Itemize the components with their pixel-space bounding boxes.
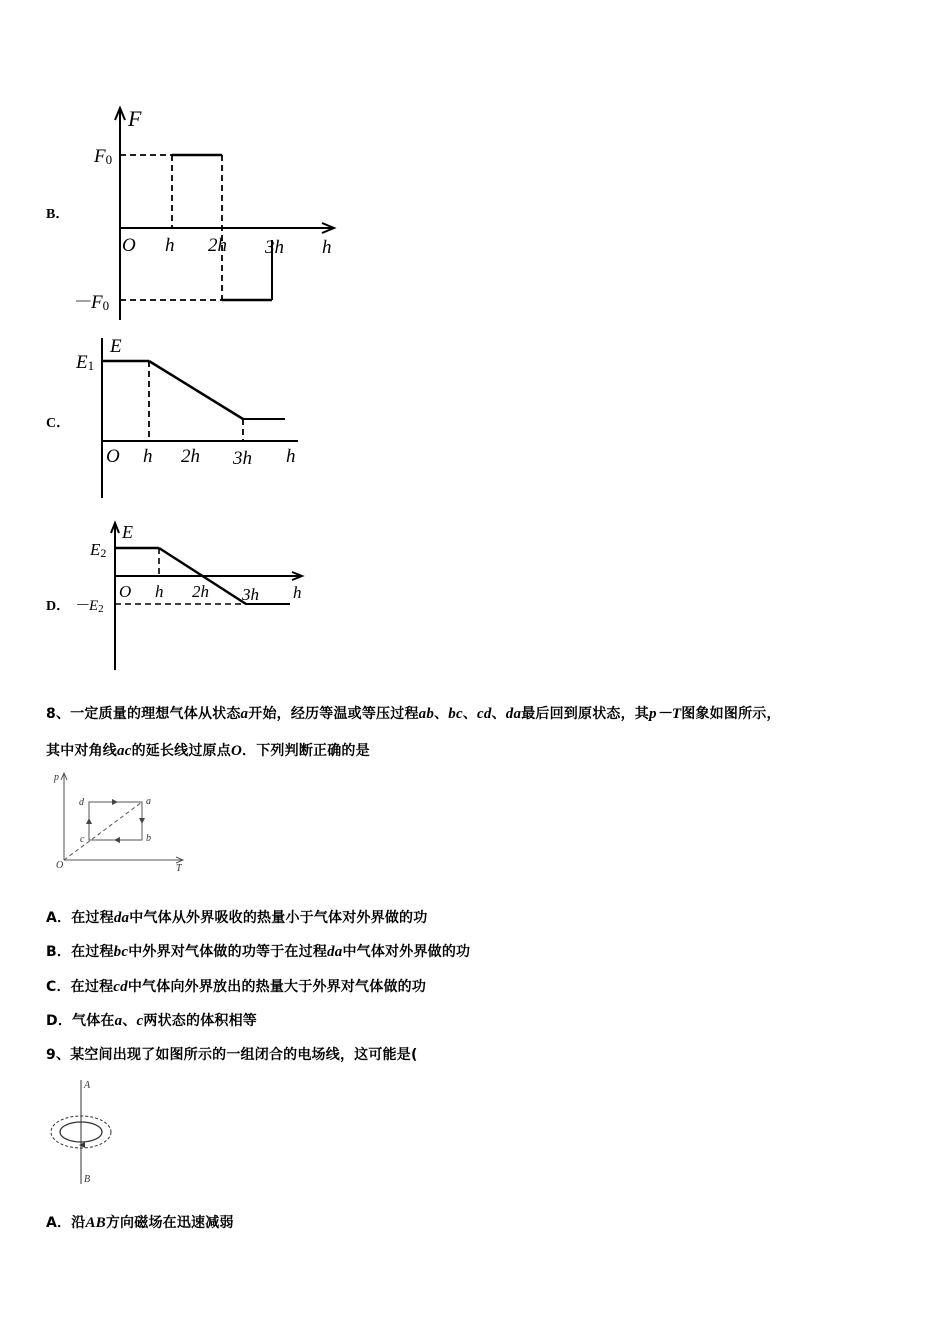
point-a-label: A — [84, 1080, 91, 1091]
q9-stem: 9、某空间出现了如图所示的一组闭合的电场线，这可能是( — [46, 1047, 418, 1063]
pt-d-label: d — [79, 797, 84, 808]
field-lines-diagram — [44, 1074, 124, 1189]
q8-option-b: B．在过程bc中外界对气体做的功等于在过程da中气体对外界做的功 — [46, 944, 471, 960]
graph-b-neg-f0-label: －F0 — [72, 292, 110, 313]
graph-b-tick-2h: 2h — [208, 235, 227, 256]
graph-b-f0-label: F0 — [94, 146, 113, 167]
pt-t-label: T — [176, 863, 182, 874]
graph-c — [70, 330, 320, 502]
graph-b-y-label: F — [128, 106, 142, 131]
graph-b-tick-3h: 3h — [265, 237, 284, 258]
graph-b-tick-h: h — [165, 235, 175, 256]
graph-b — [60, 100, 360, 325]
graph-b-origin: O — [122, 235, 136, 256]
graph-c-tick-h: h — [143, 446, 153, 467]
graph-d-neg-e2-label: －E2 — [74, 598, 104, 615]
graph-d-tick-3h: 3h — [242, 585, 259, 604]
pt-diagonal — [64, 802, 142, 860]
graph-d-tick-h: h — [155, 582, 164, 601]
graph-c-origin: O — [106, 446, 120, 467]
graph-b-x-label: h — [322, 237, 332, 258]
pt-c-label: c — [80, 834, 85, 845]
pt-o-label: O — [56, 860, 64, 871]
graph-c-y-label: E — [110, 336, 122, 357]
q8-option-d: D．气体在a、c两状态的体积相等 — [46, 1013, 257, 1029]
graph-d-y-label: E — [122, 522, 133, 542]
graph-d-origin: O — [119, 582, 132, 601]
q8-stem-line2: 其中对角线ac的延长线过原点O．下列判断正确的是 — [46, 743, 370, 759]
option-c-label: C． — [46, 416, 71, 431]
pt-b-label: b — [146, 833, 151, 844]
graph-d-x-label: h — [293, 583, 302, 602]
graph-c-slope-segment — [149, 361, 243, 419]
graph-d-tick-2h: 2h — [192, 582, 209, 601]
q8-option-c: C．在过程cd中气体向外界放出的热量大于外界对气体做的功 — [46, 979, 427, 995]
graph-c-tick-2h: 2h — [181, 446, 200, 467]
graph-c-x-label: h — [286, 446, 296, 467]
graph-d-e2-label: E2 — [90, 540, 107, 560]
pt-p-label: p — [54, 772, 59, 783]
option-b-label: B． — [46, 207, 70, 222]
q9-option-a: A．沿AB方向磁场在迅速减弱 — [46, 1215, 234, 1231]
q8-option-a: A．在过程da中气体从外界吸收的热量小于气体对外界做的功 — [46, 910, 428, 926]
graph-c-tick-3h: 3h — [233, 448, 252, 469]
option-d-label: D． — [46, 599, 71, 614]
q8-stem-line1: 8、一定质量的理想气体从状态a开始，经历等温或等压过程ab、bc、cd、da最后回到原状态，其p－T图象如图所示， — [46, 706, 781, 722]
point-b-label: B — [84, 1174, 91, 1185]
pt-diagram — [48, 768, 193, 876]
pt-a-label: a — [146, 796, 151, 807]
graph-c-e1-label: E1 — [76, 352, 95, 373]
graph-d — [72, 518, 312, 673]
